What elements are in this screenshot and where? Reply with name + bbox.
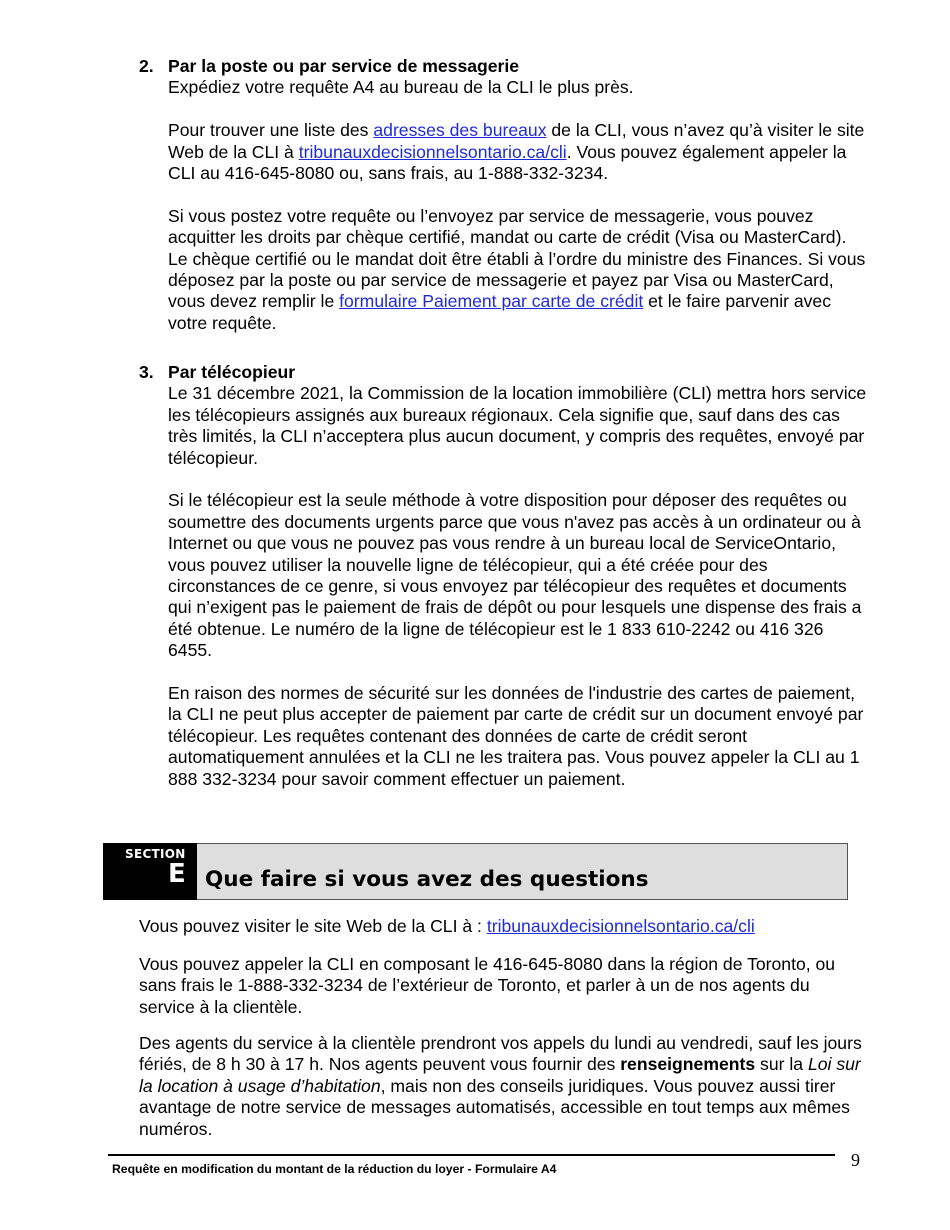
office-addresses-link[interactable]: adresses des bureaux [373,120,547,141]
section-label-box [103,843,197,900]
paragraph: Vous pouvez appeler la CLI en composant le 416-645-8080 dans la région de Toronto, ou sans frais le 1-888-332-3234 de l’extérieur de Toronto, et parler à un de nos agents du service à la clientèle. [139,954,836,1017]
website-link[interactable]: tribunauxdecisionnelsontario.ca/cli [486,916,755,936]
bold-text: renseignements [620,1054,756,1075]
page-number: 9 [851,1150,860,1170]
section-header [103,843,848,900]
text-run: . Vous pouvez également appeler la CLI au 416-645-8080 ou, sans frais, au 1-888-332-3234. [168,141,847,184]
list-item-body [168,362,868,790]
list-number: 2. [139,56,154,76]
text-run: Si vous postez votre requête ou l’envoyez par service de messagerie, vous pouvez acquitter les droits par chèque certifié, mandat ou carte de crédit (Visa ou MasterCard). Le chèque certifié ou le mandat doit être établi à l’ordre du ministre des Finances. Si vous déposez par la poste ou par service de messagerie et payez par Visa ou MasterCard, vous devez remplir le [168,205,866,312]
section-word: SECTION [125,847,186,861]
paragraph [139,1033,869,1140]
website-link[interactable]: tribunauxdecisionnelsontario.ca/cli [298,141,567,162]
text-run: , mais non des conseils juridiques. Vous pouvez aussi tirer avantage de notre service de messages automatisés, accessible en tout temps aux mêmes numéros. [139,1075,850,1139]
list-item-body [168,56,868,334]
paragraph: En raison des normes de sécurité sur les données de l'industrie des cartes de paiement, la CLI ne peut plus accepter de paiement par carte de crédit sur un document envoyé par télécopieur. Les requêtes contenant des données de carte de crédit seront automatiquement annulées et la CLI ne les traitera pas. Vous pouvez appeler la CLI au 1 888 332-3234 pour savoir comment effectuer un paiement. [168,683,864,789]
paragraph [168,120,868,184]
footer-rule [108,1154,835,1156]
text-run: Pour trouver une liste des [168,120,374,141]
section-title-box [197,843,848,900]
text-run: sur la [755,1054,808,1075]
text-run: Vous pouvez visiter le site Web de la CLI à : [139,916,487,936]
list-number: 3. [139,362,154,382]
paragraph [139,916,869,937]
text-run: de la CLI, vous n’avez qu’à visiter le site Web de la CLI à [168,120,865,162]
credit-card-form-link[interactable]: formulaire Paiement par carte de crédit [339,291,644,312]
paragraph: Le 31 décembre 2021, la Commission de la location immobilière (CLI) mettra hors service les télécopieurs assignés aux bureaux régionaux. Cela signifie que, sauf dans des cas très limités, la CLI n’acceptera plus aucun document, y compris des requêtes, envoyé par télécopieur. [168,383,867,468]
paragraph: Expédiez votre requête A4 au bureau de la CLI le plus près. [168,77,634,98]
paragraph [168,206,868,334]
section-title: Que faire si vous avez des questions [205,867,649,892]
footer-text: Requête en modification du montant de la réduction du loyer - Formulaire A4 [112,1162,557,1176]
text-run: et le faire parvenir avec votre requête. [168,291,832,333]
paragraph: Si le télécopieur est la seule méthode à votre disposition pour déposer des requêtes ou soumettre des documents urgents parce que vous n'avez pas accès à un ordinateur ou à Internet ou que vous ne pouvez pas vous rendre à un bureau local de ServiceOntario, vous pouvez utiliser la nouvelle ligne de télécopieur, qui a été créée pour des circonstances de ce genre, si vous envoyez par télécopieur des requêtes et documents qui n’exigent pas le paiement de frais de dépôt ou pour lesquels une dispense des frais a été obtenue. Le numéro de la ligne de télécopieur est le 1 833 610-2242 ou 416 326 6455. [168,490,862,661]
section-letter: E [168,859,186,889]
italic-text: Loi sur la location à usage d’habitation [139,1054,861,1096]
item-heading: Par télécopieur [168,362,296,382]
item-heading: Par la poste ou par service de messagerie [168,56,520,76]
text-run: Des agents du service à la clientèle prendront vos appels du lundi au vendredi, sauf les jours fériés, de 8 h 30 à 17 h. Nos agents peuvent vous fournir des [139,1033,862,1075]
